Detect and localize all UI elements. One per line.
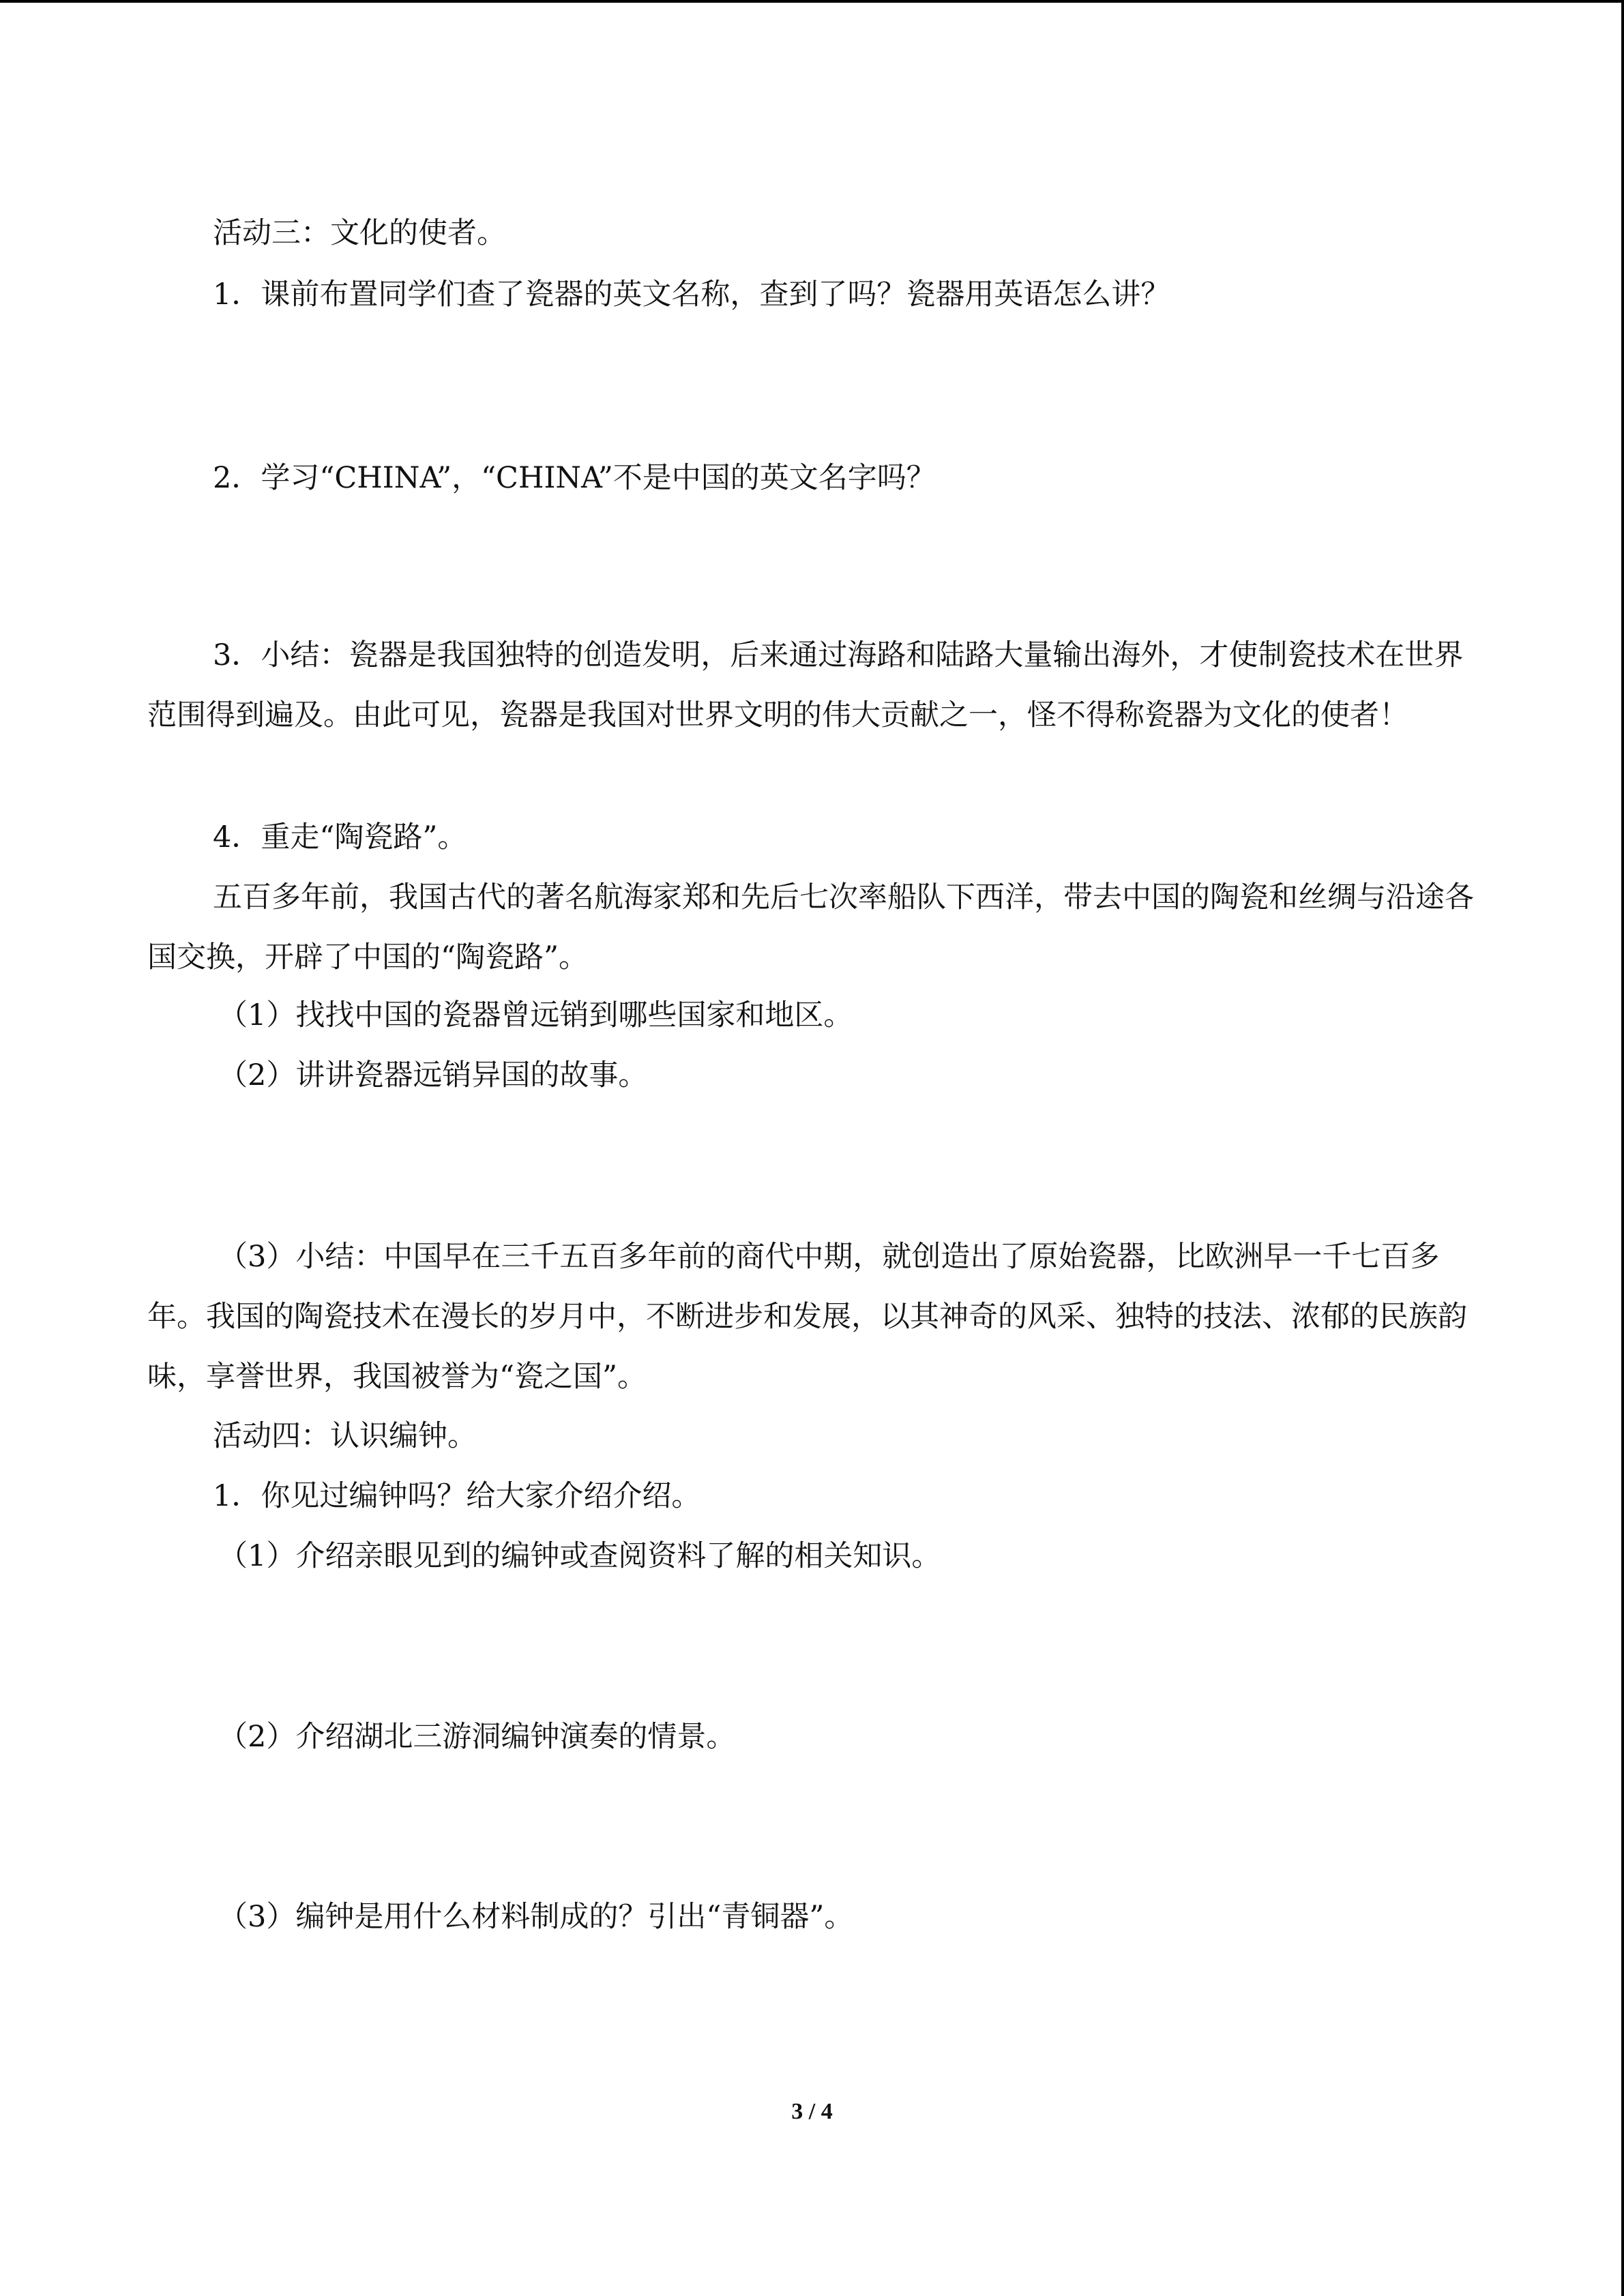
bianzhong-item-3: （3）编钟是用什么材料制成的？引出“青铜器”。 [218,1900,854,1934]
sub-item-3-summary: （3）小结：中国早在三千五百多年前的商代中期，就创造出了原始瓷器，比欧洲早一千七百多年。我国的陶瓷技术在漫长的岁月中，不断进步和发展，以其神奇的风采、独特的技法、浓郁的民族韵味，享誉世界，我国被誉为“瓷之国”。 [147,1240,1467,1394]
paragraph-zhenghe: 五百多年前，我国古代的著名航海家郑和先后七次率船队下西洋，带去中国的陶瓷和丝绸与沿途各国交换，开辟了中国的“陶瓷路”。 [147,880,1474,974]
bianzhong-item-1: （1）介绍亲眼见到的编钟或查阅资料了解的相关知识。 [218,1539,941,1573]
activity-4-heading: 活动四：认识编钟。 [213,1419,477,1453]
page-right-border [1621,0,1624,2296]
bianzhong-item-2: （2）介绍湖北三游洞编钟演奏的情景。 [218,1720,736,1754]
sub-item-1: （1）找找中国的瓷器曾远销到哪些国家和地区。 [218,998,853,1032]
paragraph-1: 1．课前布置同学们查了瓷器的英文名称，查到了吗？瓷器用英语怎么讲？ [213,278,1170,312]
paragraph-2: 2．学习“CHINA”，“CHINA”不是中国的英文名字吗？ [213,461,936,495]
activity-3-heading: 活动三：文化的使者。 [213,216,506,250]
bianzhong-question: 1．你见过编钟吗？给大家介绍介绍。 [213,1479,701,1513]
page-top-border [0,0,1624,3]
paragraph-4: 4．重走“陶瓷路”。 [213,820,467,854]
sub-item-2: （2）讲讲瓷器远销异国的故事。 [218,1058,648,1092]
paragraph-3-summary: 3．小结：瓷器是我国独特的创造发明，后来通过海路和陆路大量输出海外，才使制瓷技术在世界范围得到遍及。由此可见，瓷器是我国对世界文明的伟大贡献之一，怪不得称瓷器为文化的使者！ [147,638,1464,732]
page-number: 3 / 4 [791,2099,833,2124]
